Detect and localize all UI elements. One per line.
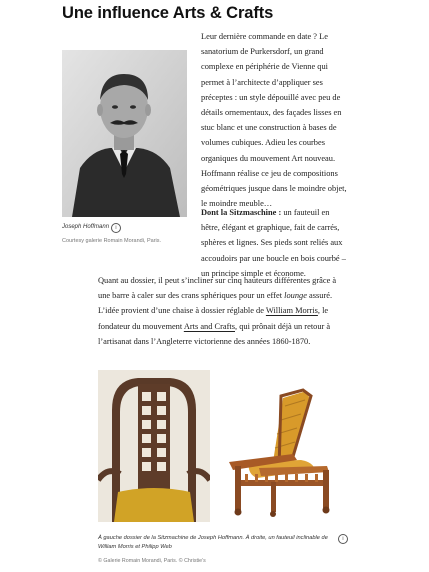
morris-chair-photo — [219, 370, 347, 522]
paragraph-2-top — [201, 205, 347, 281]
link-william-morris[interactable]: William Morris — [265, 306, 318, 316]
paragraph-2-text-a: un fauteuil en hêtre, élégant et graphique, fait de carrés, sphères et lignes. Ses pieds sont reliés aux accoudoirs par une boucle en bois courbé – un principe simple et économe. — [201, 208, 346, 278]
bottom-credit: © Galerie Romain Morandi, Paris. © Christie’s — [98, 558, 206, 564]
paragraph-2-lead: Dont la Sitzmaschine : — [201, 208, 282, 217]
info-icon[interactable]: i — [338, 534, 348, 544]
bottom-caption: À gauche dossier de la Sitzmachine de Joseph Hoffmann. À droite, un fauteuil inclinable de William Morris et Philipp Web — [98, 535, 328, 550]
paragraph-2-italic: lounge — [284, 291, 307, 301]
photo-caption-name: Joseph Hoffmann — [62, 224, 110, 230]
photo-credit: Courtesy galerie Romain Morandi, Paris. — [62, 238, 162, 244]
paragraph-2-full — [98, 273, 347, 349]
paragraph-2-text-a-rest: Quant au dossier, il peut s’incliner sur cinq hauteurs différentes grâce à une barre à caler sur des crans sphériques pour un effet — [98, 276, 337, 301]
sitzmaschine-back-photo — [98, 370, 210, 522]
paragraph-2-text-b: assuré. L’idée provient d’une chaise à dossier réglable de — [98, 291, 333, 316]
link-arts-and-crafts[interactable]: Arts and Crafts — [183, 321, 235, 331]
paragraph-2-text-d: , qui prônait déjà un retour à l’artisanat dans l’Angleterre victorienne des années 1860-1870. — [98, 321, 331, 346]
portrait-photo — [62, 50, 187, 217]
paragraph-2-text-c: , le fondateur du mouvement — [98, 306, 329, 331]
article-title: Une influence Arts & Crafts — [62, 4, 274, 22]
paragraph-1: Leur dernière commande en date ? Le sanatorium de Purkersdorf, un grand complexe en périphérie de Vienne qui permet à l’architecte d’appliquer ses préceptes : un style dépouillé avec peu de détails ornementaux, des façades lisses en stuc blanc et une construction à bases de volumes cubiques. Adieu les courbes organiques du mouvement Art nouveau. Hoffmann réalise ce jeu de compositions géométriques jusque dans le moindre objet, le moindre meuble… — [201, 32, 347, 209]
info-icon[interactable]: i — [111, 223, 121, 233]
